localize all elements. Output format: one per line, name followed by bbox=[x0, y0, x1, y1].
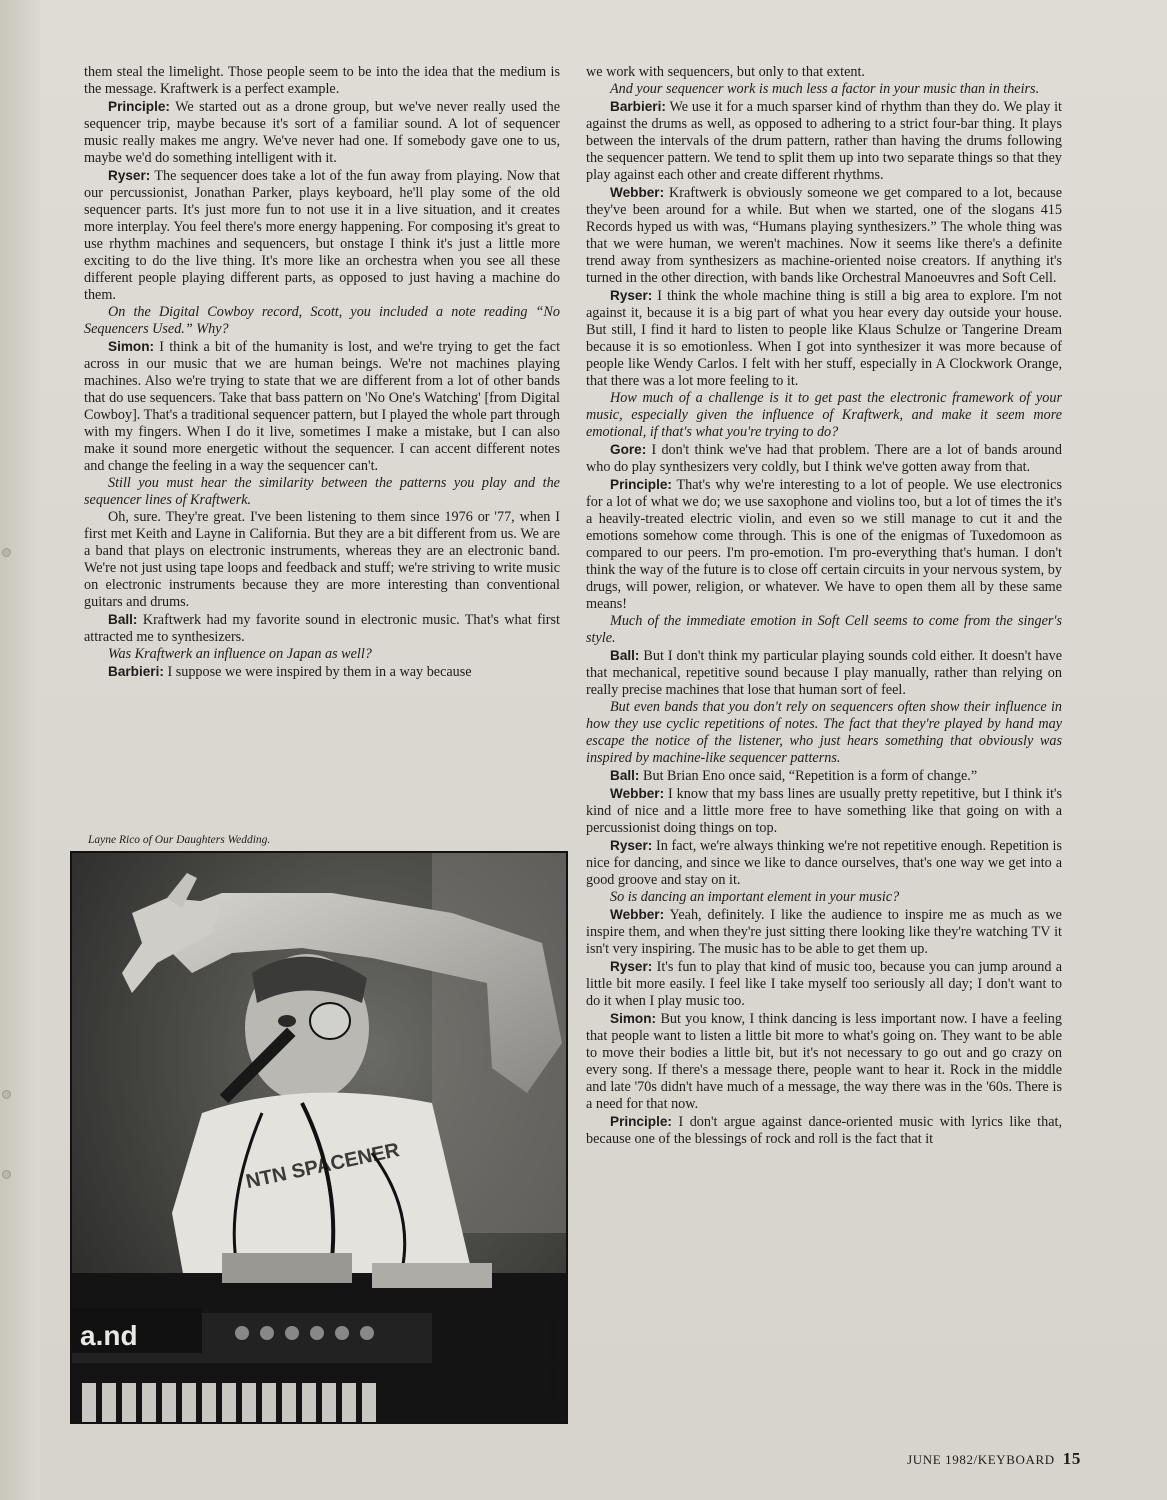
photo-illustration bbox=[72, 853, 568, 1424]
question-text: Much of the immediate emotion in Soft Cell seems to come from the singer's style. bbox=[586, 613, 1062, 646]
answer-paragraph bbox=[586, 184, 1062, 287]
speaker-name: Ball: bbox=[108, 612, 138, 627]
answer-text: I don't think we've had that problem. There are a lot of bands around who do play synthesizers very coldly, but I think we've gotten away from that. bbox=[586, 442, 1062, 475]
answer-paragraph bbox=[586, 958, 1062, 1010]
answer-text: Oh, sure. They're great. I've been listening to them since 1976 or '77, when I first met Keith and Layne in California. But they are a bit different from us. We are a band that plays on electronic instruments, whereas they are an electronic band. We're not just using tape loops and feedback and stuff; we're striving to write music on electronic instruments because they are more interesting than conventional guitars and drums. bbox=[84, 509, 560, 610]
interviewer-question bbox=[84, 646, 560, 663]
answer-text: we work with sequencers, but only to that extent. bbox=[586, 64, 865, 80]
speaker-name: Simon: bbox=[108, 339, 155, 354]
photo-caption: Layne Rico of Our Daughters Wedding. bbox=[88, 834, 271, 846]
answer-paragraph bbox=[586, 906, 1062, 958]
answer-text: We started out as a drone group, but we've never really used the sequencer trip, maybe because it's sort of a familiar sound. A lot of sequencer music really makes me angry. We've never had one. If somebody gave one to us, maybe we'd do something intelligent with it. bbox=[84, 99, 560, 166]
speaker-name: Ball: bbox=[610, 768, 640, 783]
answer-text: But you know, I think dancing is less important now. I have a feeling that people want to listen a little bit more to what's going on. They want to be able to move their bodies a little bit, but it's not necessary to go out and go crazy on every song. If there's a message there, people want to hear it. Rock in the middle and late '70s didn't have much of a message, the way there was in the '60s. There is a need for that now. bbox=[586, 1011, 1062, 1112]
answer-text: In fact, we're always thinking we're not repetitive enough. Repetition is nice for dancing, and since we like to dance ourselves, that's one way we get into a good groove and stay on it. bbox=[586, 838, 1063, 888]
answer-paragraph bbox=[586, 98, 1062, 184]
question-text: And your sequencer work is much less a factor in your music than in theirs. bbox=[610, 81, 1040, 97]
answer-paragraph bbox=[586, 287, 1062, 390]
speaker-name: Webber: bbox=[610, 786, 665, 801]
speaker-name: Barbieri: bbox=[108, 664, 164, 679]
question-text: Was Kraftwerk an influence on Japan as well? bbox=[108, 646, 372, 662]
issue-label: JUNE 1982/KEYBOARD bbox=[907, 1452, 1055, 1467]
shirt-print: NTN SPACENER bbox=[244, 1139, 402, 1194]
answer-text: I don't argue against dance-oriented music with lyrics like that, because one of the blessings of rock and roll is the fact that it bbox=[586, 1114, 1062, 1147]
answer-text: We use it for a much sparser kind of rhythm than they do. We play it against the drums as well, as opposed to adhering to a strict four-bar thing. It plays between the intervals of the drum pattern, rather than having the drums following the sequencer pattern. We tend to split them up into two separate things so that they play against each other and create different rhythms. bbox=[586, 99, 1062, 183]
interviewer-question bbox=[84, 304, 560, 338]
binding-hole bbox=[2, 548, 11, 557]
answer-paragraph bbox=[84, 611, 560, 646]
speaker-name: Webber: bbox=[610, 185, 665, 200]
answer-text: The sequencer does take a lot of the fun away from playing. Now that our percussionist, Jonathan Parker, plays keyboard, he'll play some of the old sequencer parts. It's just more fun to not use it in a live situation, and it creates more interplay. You feel there's more energy happening. For composing it's great to use rhythm machines and sequencers, but onstage I think it's just a little more exciting to do the live thing. It's more like an orchestra when you see all these different people playing different parts, as opposed to just having a machine do them. bbox=[84, 168, 560, 303]
answer-paragraph bbox=[586, 1113, 1062, 1148]
interviewer-question bbox=[84, 475, 560, 509]
interviewer-question bbox=[586, 889, 1062, 906]
speaker-name: Gore: bbox=[610, 442, 647, 457]
answer-text: I think the whole machine thing is still a big area to explore. I'm not against it, because it is a big part of what you hear every day outside your house. But still, I find it hard to listen to people like Klaus Schulze or Tangerine Dream because it is so emotionless. When I got into synthesizer it was more because of people like Wendy Carlos. I felt with her stuff, especially in A Clockwork Orange, that there was a lot more feeling to it. bbox=[586, 288, 1063, 389]
answer-paragraph bbox=[84, 338, 560, 475]
answer-text: But I don't think my particular playing sounds cold either. It doesn't have that mechanical, repetitive sound because I play manually, rather than relying on really precise machines that lose that human sort of feel. bbox=[586, 648, 1062, 698]
answer-text: It's fun to play that kind of music too, because you can jump around a little bit more easily. I feel like I take myself too seriously all day; I don't want to do it when I play music too. bbox=[586, 959, 1062, 1009]
answer-text: I know that my bass lines are usually pretty repetitive, but I think it's kind of nice and a little more free to have something like that going on with a percussionist doing things on top. bbox=[586, 786, 1063, 836]
interviewer-question bbox=[586, 613, 1062, 647]
answer-text: Yeah, definitely. I like the audience to inspire me as much as we inspire them, and when they're just sitting there looking like they're watching TV it isn't very inspiring. The music has to be able to get them up. bbox=[586, 907, 1062, 957]
answer-text: That's why we're interesting to a lot of people. We use electronics for a lot of what we do; we use saxophone and violins too, but a lot of times the it's a heavily-treated electric violin, and even so we still manage to cut it and the emotions somehow come through. This is one of the enigmas of Tuxedomoon as compared to our peers. I'm pro-emotion. I'm pro-everything that's human. I don't think the way of the future is to close off certain circuits in your nervous system, by drugs, will power, religion, or whatever. We have to open them all by these same means! bbox=[586, 477, 1062, 612]
binding-hole bbox=[2, 1170, 11, 1179]
answer-paragraph bbox=[586, 441, 1062, 476]
speaker-name: Principle: bbox=[610, 477, 672, 492]
speaker-name: Ryser: bbox=[108, 168, 151, 183]
speaker-name: Ryser: bbox=[610, 838, 653, 853]
answer-text: I think a bit of the humanity is lost, and we're trying to get the fact across in our music that we are human beings. We're not machines playing machines. Also we're trying to state that we are different from a lot of other bands that do use sequencers. Take that bass pattern on 'No One's Watching' [from Digital Cowboy]. That's a traditional sequencer pattern, but I played the whole part through with my fingers. When I do it live, sometimes I make a mistake, but I can also make it sound more energetic without the sequencer. I can accent different notes and change the feeling in a way the sequencer can't. bbox=[84, 339, 561, 474]
answer-text: I suppose we were inspired by them in a way because bbox=[167, 664, 472, 680]
binding-edge bbox=[0, 0, 40, 1500]
answer-paragraph bbox=[84, 64, 560, 98]
question-text: So is dancing an important element in your music? bbox=[610, 889, 900, 905]
answer-paragraph bbox=[586, 64, 1062, 81]
answer-paragraph bbox=[586, 1010, 1062, 1113]
interviewer-question bbox=[586, 81, 1062, 98]
answer-text: Kraftwerk is obviously someone we get compared to a lot, because they've been around for a while. But when we started, one of the slogans 415 Records hyped us with was, “Humans playing synthesizers.” The whole thing was that we were human, we weren't machines. Now it seems like there's a definite trend away from synthesizers as machine-oriented noise creators. If anything it's turned in the other direction, with bands like Orchestral Manoeuvres and Soft Cell. bbox=[586, 185, 1062, 286]
speaker-name: Ryser: bbox=[610, 959, 653, 974]
left-text-column bbox=[84, 64, 560, 681]
photo-credit: SUZAN CARSON bbox=[548, 1319, 559, 1405]
speaker-name: Webber: bbox=[610, 907, 665, 922]
speaker-name: Ball: bbox=[610, 648, 640, 663]
answer-text: But Brian Eno once said, “Repetition is a form of change.” bbox=[643, 768, 978, 784]
question-text: On the Digital Cowboy record, Scott, you included a note reading “No Sequencers Used.” Why? bbox=[84, 304, 560, 337]
speaker-name: Barbieri: bbox=[610, 99, 666, 114]
answer-paragraph bbox=[84, 167, 560, 304]
answer-paragraph bbox=[586, 785, 1062, 837]
binding-hole bbox=[2, 1090, 11, 1099]
answer-text: them steal the limelight. Those people seem to be into the idea that the medium is the message. Kraftwerk is a perfect example. bbox=[84, 64, 560, 97]
answer-paragraph bbox=[84, 98, 560, 167]
question-text: But even bands that you don't rely on sequencers often show their influence in how they use cyclic repetitions of notes. The fact that they're played by hand may escape the notice of the listener, who just hears something that obviously was inspired by machine-like sequencer patterns. bbox=[586, 699, 1062, 766]
answer-paragraph bbox=[84, 663, 560, 681]
interviewer-question bbox=[586, 699, 1062, 767]
answer-text: Kraftwerk had my favorite sound in electronic music. That's what first attracted me to synthesizers. bbox=[84, 612, 560, 645]
question-text: Still you must hear the similarity between the patterns you play and the sequencer lines of Kraftwerk. bbox=[84, 475, 560, 508]
speaker-name: Principle: bbox=[108, 99, 170, 114]
page-footer bbox=[907, 1449, 1081, 1469]
answer-paragraph bbox=[586, 837, 1062, 889]
question-text: How much of a challenge is it to get past the electronic framework of your music, especially given the influence of Kraftwerk, and make it seem more emotional, if that's what you're trying to do? bbox=[586, 390, 1062, 440]
answer-paragraph bbox=[84, 509, 560, 611]
speaker-name: Simon: bbox=[610, 1011, 657, 1026]
right-text-column bbox=[586, 64, 1062, 1148]
interviewer-question bbox=[586, 390, 1062, 441]
band-photo bbox=[70, 851, 568, 1424]
keyboard-logo: a.nd bbox=[80, 1320, 138, 1351]
page-number: 15 bbox=[1062, 1449, 1081, 1468]
answer-paragraph bbox=[586, 767, 1062, 785]
answer-paragraph bbox=[586, 476, 1062, 613]
speaker-name: Principle: bbox=[610, 1114, 672, 1129]
speaker-name: Ryser: bbox=[610, 288, 653, 303]
answer-paragraph bbox=[586, 647, 1062, 699]
